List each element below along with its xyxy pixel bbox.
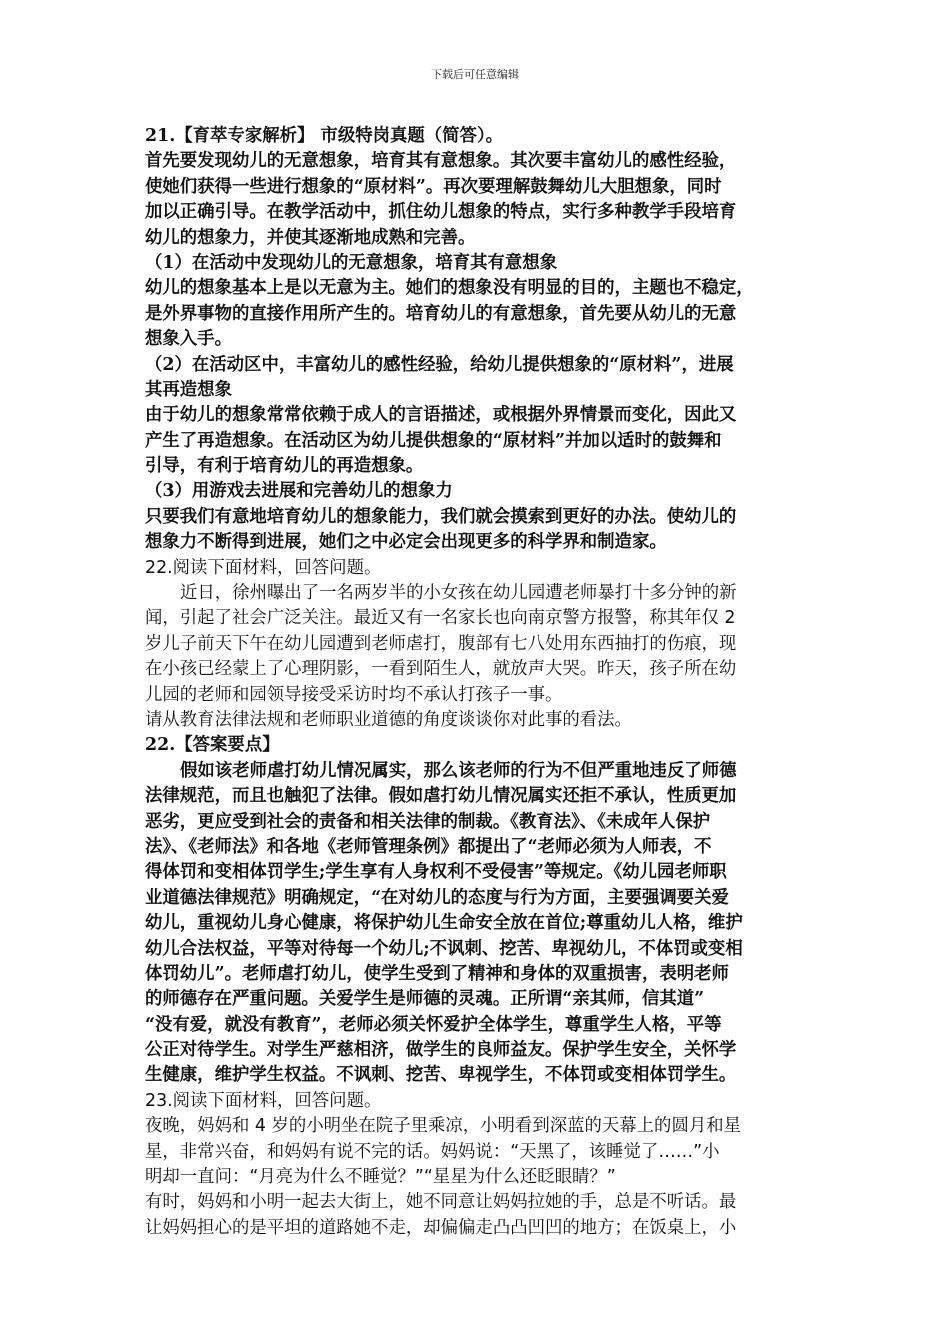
text-line: 明却一直问：“月亮为什么不睡觉？”“星星为什么还眨眼睛？” (145, 1167, 616, 1188)
text-line: 23.阅读下面材料，回答问题。 (145, 1090, 382, 1111)
text-line: 岁儿子前天下午在幼儿园遭到老师虐打，腹部有七八处用东西抽打的伤痕，现 (145, 633, 737, 654)
text-line: 假如该老师虐打幼儿情况属实，那么该老师的行为不但严重地违反了师德 (180, 760, 737, 781)
text-line: 21.【育萃专家解析】 市级特岗真题（简答）。 (145, 126, 504, 146)
text-line: （2）在活动区中，丰富幼儿的感性经验，给幼儿提供想象的“原材料”，进展 (145, 354, 734, 375)
page-header: 下载后可任意编辑 (431, 68, 519, 81)
text-line: 请从教育法律法规和老师职业道德的角度谈谈你对此事的看法。 (145, 709, 632, 730)
text-line: 近日，徐州曝出了一名两岁半的小女孩在幼儿园遭老师暴打十多分钟的新 (180, 583, 737, 604)
text-line: 公正对待学生。对学生严慈相济，做学生的良师益友。保护学生安全，关怀学 (145, 1040, 737, 1061)
text-line: 想象力不断得到进展，她们之中必定会出现更多的科学界和制造家。 (145, 532, 667, 553)
text-line: 业道德法律规范》明确规定，“在对幼儿的态度与行为方面，主要强调要关爱 (145, 887, 729, 908)
text-line: 恶劣，更应受到社会的责备和相关法律的制裁。《教育法》、《未成年人保护 (145, 811, 711, 832)
text-line: 22.【答案要点】 (145, 735, 280, 756)
text-line: 由于幼儿的想象常常依赖于成人的言语描述，或根据外界情景而变化，因此又 (145, 405, 737, 426)
text-line: 的师德存在严重问题。关爱学生是师德的灵魂。正所谓“亲其师，信其道” (145, 989, 705, 1010)
text-line: 让妈妈担心的是平坦的道路她不走，却偏偏走凸凸凹凹的地方；在饭桌上，小 (145, 1217, 737, 1238)
text-line: 是外界事物的直接作用所产生的。培育幼儿的有意想象，首先要从幼儿的无意 (145, 303, 737, 324)
text-line: 生健康，维护学生权益。不讽刺、挖苦、卑视学生，不体罚或变相体罚学生。 (145, 1065, 737, 1086)
text-line: 闻，引起了社会广泛关注。最近又有一名家长也向南京警方报警，称其年仅 2 (145, 608, 736, 629)
text-line: 幼儿的想象基本上是以无意为主。她们的想象没有明显的目的，主题也不稳定， (145, 278, 754, 299)
text-line: 法》、《老师法》和各地《老师管理条例》都提出了“老师必须为人师表，不 (145, 836, 712, 857)
text-line: 引导，有利于培育幼儿的再造想象。 (145, 456, 424, 477)
text-line: 使她们获得一些进行想象的“原材料”。再次要理解鼓舞幼儿大胆想象，同时 (145, 176, 722, 197)
text-line: 加以正确引导。在教学活动中，抓住幼儿想象的特点，实行多种教学手段培育 (145, 202, 737, 223)
text-line: 产生了再造想象。在活动区为幼儿提供想象的“原材料”并加以适时的鼓舞和 (145, 430, 722, 451)
text-line: “没有爱，就没有教育”，老师必须关怀爱护全体学生，尊重学生人格，平等 (145, 1014, 722, 1035)
text-line: 幼儿的想象力，并使其逐渐地成熟和完善。 (145, 227, 476, 248)
text-line: 首先要发现幼儿的无意想象，培育其有意想象。其次要丰富幼儿的感性经验， (145, 151, 737, 172)
text-line: 在小孩已经蒙上了心理阴影，一看到陌生人，就放声大哭。昨天，孩子所在幼 (145, 659, 737, 680)
text-line: 法律规范，而且也触犯了法律。假如虐打幼儿情况属实还拒不承认，性质更加 (145, 786, 737, 807)
text-line: 体罚幼儿”。老师虐打幼儿，使学生受到了精神和身体的双重损害，表明老师 (145, 963, 729, 984)
text-line: 星，非常兴奋，和妈妈有说不完的话。妈妈说：“天黑了，该睡觉了……”小 (145, 1141, 720, 1162)
text-line: 儿园的老师和园领导接受采访时均不承认打孩子一事。 (145, 684, 563, 705)
text-line: 幼儿合法权益，平等对待每一个幼儿;不讽刺、挖苦、卑视幼儿，不体罚或变相 (145, 938, 743, 959)
text-line: 有时，妈妈和小明一起去大街上，她不同意让妈妈拉她的手，总是不听话。最 (145, 1192, 737, 1213)
text-line: 夜晚，妈妈和 4 岁的小明坐在院子里乘凉，小明看到深蓝的天幕上的圆月和星 (145, 1116, 742, 1137)
text-line: 22.阅读下面材料，回答问题。 (145, 557, 382, 578)
text-line: 幼儿，重视幼儿身心健康，将保护幼儿生命安全放在首位;尊重幼儿人格，维护 (145, 913, 743, 934)
text-line: 得体罚和变相体罚学生;学生享有人身权利不受侵害”等规定。《幼儿园老师职 (145, 862, 727, 883)
text-line: （1）在活动中发现幼儿的无意想象，培育其有意想象 (145, 252, 558, 273)
text-line: 其再造想象 (145, 379, 232, 400)
document-body (145, 124, 807, 1241)
text-line: （3）用游戏去进展和完善幼儿的想象力 (145, 481, 453, 502)
text-line: 想象入手。 (145, 329, 232, 350)
text-line: 只要我们有意地培育幼儿的想象能力，我们就会摸索到更好的办法。使幼儿的 (145, 506, 737, 527)
